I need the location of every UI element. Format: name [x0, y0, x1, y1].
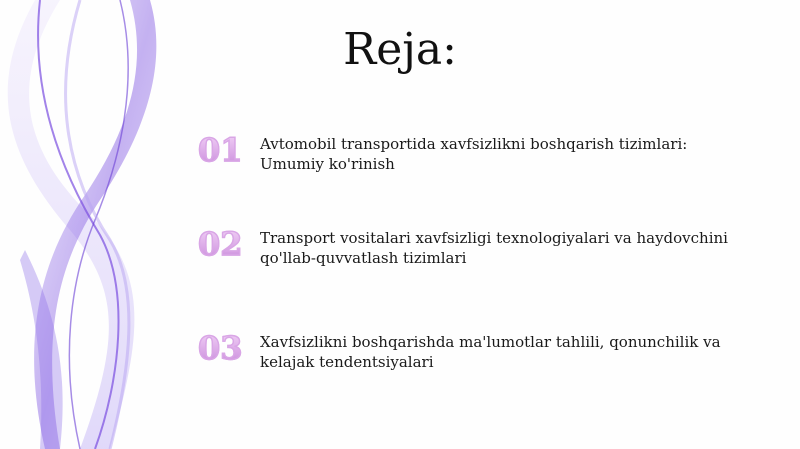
list-item [198, 132, 758, 192]
item-text: Transport vositalari xavfsizligi texnologiyalari va haydovchini qo'llab-quvvatlash tizimlari [260, 229, 728, 267]
list-item [198, 226, 758, 286]
item-text: Avtomobil transportida xavfsizlikni boshqarish tizimlari: Umumiy ko'rinish [260, 135, 688, 173]
item-number: 01 [198, 132, 248, 168]
list-item [198, 330, 758, 390]
item-number: 02 [198, 226, 248, 262]
decorative-wave-ribbon [0, 0, 200, 449]
item-text: Xavfsizlikni boshqarishda ma'lumotlar tahlili, qonunchilik va kelajak tendentsiyalari [260, 333, 721, 371]
item-number: 03 [198, 330, 248, 366]
slide-title: Reja: [343, 24, 457, 75]
